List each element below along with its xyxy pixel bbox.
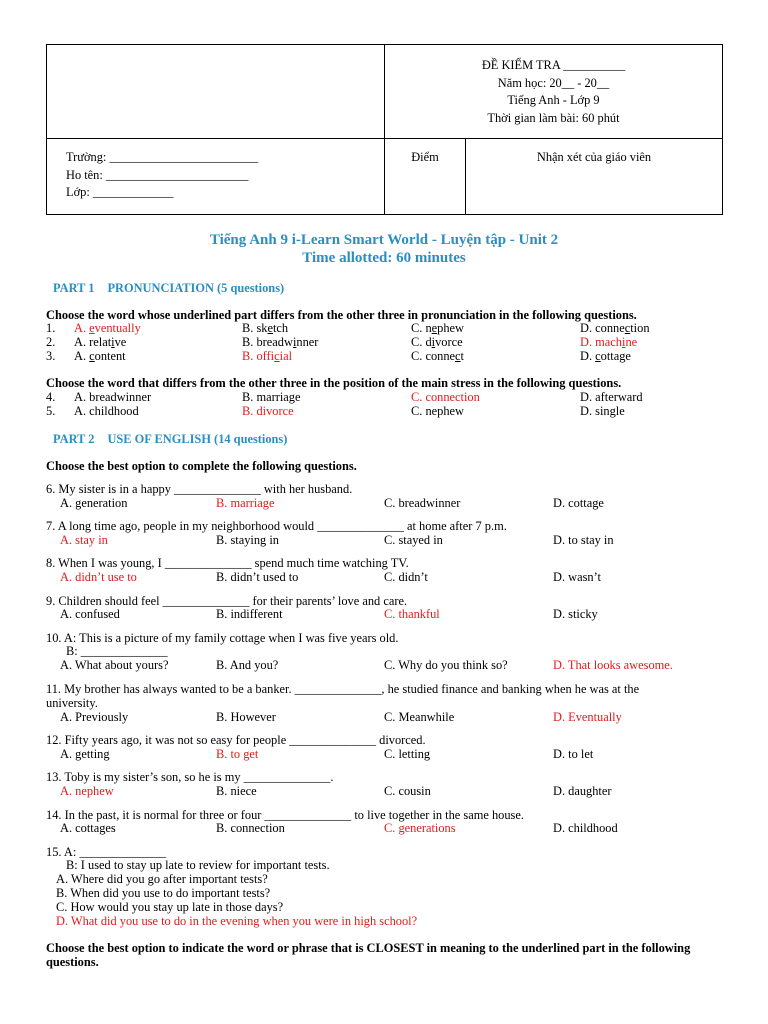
dialogue-b: B: I used to stay up late to review for important tests. bbox=[66, 858, 330, 872]
question-10 bbox=[46, 631, 726, 672]
option-a: A. childhood bbox=[74, 404, 139, 418]
exam-info-cell bbox=[385, 45, 723, 139]
question-stem: 7. A long time ago, people in my neighborhood would ______________ at home after 7 p.m. bbox=[46, 519, 507, 533]
question-number: 2. bbox=[46, 335, 56, 349]
question-options bbox=[46, 710, 766, 724]
option-c: C. How would you stay up late in those days? bbox=[56, 900, 284, 914]
part2-label: PART 2 bbox=[53, 432, 95, 446]
school-year: Năm học: 20__ - 20__ bbox=[497, 75, 610, 90]
part1-instruction-1: Choose the word whose underlined part differs from the other three in pronunciation in the following questions. bbox=[46, 308, 637, 322]
option-c: C. breadwinner bbox=[384, 496, 461, 510]
option-b: B. indifferent bbox=[216, 607, 283, 621]
option-a: A. content bbox=[74, 349, 126, 363]
question-14 bbox=[46, 808, 726, 835]
option-d: D. afterward bbox=[580, 390, 643, 404]
dialogue-b: B: ______________ bbox=[66, 644, 168, 658]
question-stem: 12. Fifty years ago, it was not so easy for people ______________ divorced. bbox=[46, 733, 426, 747]
option-a: A. nephew bbox=[60, 784, 114, 798]
question-4 bbox=[46, 390, 746, 404]
option-b: B. marriage bbox=[216, 496, 275, 510]
part2-name: USE OF ENGLISH (14 questions) bbox=[107, 432, 288, 446]
option-b: B. niece bbox=[216, 784, 257, 798]
option-c: C. generations bbox=[384, 821, 456, 835]
option-b: B. marriage bbox=[242, 390, 301, 404]
option-d: D. single bbox=[580, 404, 625, 418]
option-d: D. to stay in bbox=[553, 533, 614, 547]
question-stem: 8. When I was young, I ______________ spend much time watching TV. bbox=[46, 556, 409, 570]
question-stem: 6. My sister is in a happy ______________ with her husband. bbox=[46, 482, 353, 496]
option-a: A. Previously bbox=[60, 710, 129, 724]
blank-cell bbox=[47, 45, 385, 139]
question-6 bbox=[46, 482, 726, 510]
question-number: 5. bbox=[46, 404, 56, 418]
question-13 bbox=[46, 770, 726, 798]
option-d: D. Eventually bbox=[553, 710, 622, 724]
option-b: B. divorce bbox=[242, 404, 294, 418]
option-a: A. confused bbox=[60, 607, 120, 621]
page-title: Tiếng Anh 9 i-Learn Smart World - Luyện tập - Unit 2 bbox=[209, 232, 559, 248]
option-a: A. generation bbox=[60, 496, 128, 510]
option-c: C. connection bbox=[411, 390, 480, 404]
question-1 bbox=[46, 321, 746, 335]
score-label: Điểm bbox=[411, 150, 439, 164]
option-a: A. breadwinner bbox=[74, 390, 152, 404]
question-7 bbox=[46, 519, 726, 547]
option-b: B. However bbox=[216, 710, 276, 724]
option-c: C. divorce bbox=[411, 335, 463, 349]
question-options bbox=[46, 658, 766, 672]
question-stem: 10. A: This is a picture of my family cottage when I was five years old. bbox=[46, 631, 399, 645]
option-b: B. When did you use to do important tests? bbox=[56, 886, 271, 900]
option-a: A. getting bbox=[60, 747, 110, 761]
option-d: D. to let bbox=[553, 747, 594, 761]
part1-name: PRONUNCIATION (5 questions) bbox=[107, 281, 285, 295]
question-stem: 14. In the past, it is normal for three or four ______________ to live together in the same house. bbox=[46, 808, 524, 822]
option-c: C. stayed in bbox=[384, 533, 443, 547]
option-d: D. That looks awesome. bbox=[553, 658, 673, 672]
school-field: Trường: ________________________ bbox=[66, 150, 259, 164]
instruction-line-2: questions. bbox=[46, 955, 99, 969]
dialogue-a: 15. A: ______________ bbox=[46, 845, 167, 859]
option-a: A. didn’t use to bbox=[60, 570, 137, 584]
question-stem: 9. Children should feel ______________ for their parents’ love and care. bbox=[46, 594, 408, 608]
question-options bbox=[46, 821, 766, 835]
option-a: A. Where did you go after important tests? bbox=[56, 872, 268, 886]
option-a: A. What about yours? bbox=[60, 658, 169, 672]
option-d: D. childhood bbox=[553, 821, 618, 835]
question-options bbox=[46, 533, 766, 547]
option-a: A. eventually bbox=[74, 321, 141, 335]
part1-label: PART 1 bbox=[53, 281, 95, 295]
question-3 bbox=[46, 349, 746, 363]
question-options bbox=[46, 570, 766, 584]
teacher-comment-label: Nhận xét của giáo viên bbox=[536, 150, 652, 164]
option-b: B. And you? bbox=[216, 658, 279, 672]
question-stem-cont: university. bbox=[46, 696, 98, 710]
option-a: A. stay in bbox=[60, 533, 108, 547]
score-cell bbox=[385, 139, 466, 215]
student-info-cell bbox=[47, 139, 385, 215]
teacher-comment-cell bbox=[466, 139, 723, 215]
option-c: C. didn’t bbox=[384, 570, 428, 584]
option-c: C. Meanwhile bbox=[384, 710, 455, 724]
part2-instruction-1: Choose the best option to complete the following questions. bbox=[46, 459, 357, 473]
question-9 bbox=[46, 594, 726, 621]
subject: Tiếng Anh - Lớp 9 bbox=[507, 93, 600, 107]
option-d: D. sticky bbox=[553, 607, 598, 621]
part2-heading bbox=[53, 432, 287, 447]
question-options bbox=[46, 784, 766, 798]
question-stem: 13. Toby is my sister’s son, so he is my ______________. bbox=[46, 770, 334, 784]
question-options bbox=[46, 747, 766, 761]
question-options bbox=[46, 496, 766, 510]
question-8 bbox=[46, 556, 726, 584]
option-c: C. connect bbox=[411, 349, 464, 363]
option-d: D. What did you use to do in the evening when you were in high school? bbox=[56, 914, 418, 928]
option-a: A. cottages bbox=[60, 821, 116, 835]
option-d: D. wasn’t bbox=[553, 570, 601, 584]
name-field: Ho tên: _______________________ bbox=[66, 167, 249, 182]
option-c: C. cousin bbox=[384, 784, 431, 798]
exam-title: ĐỀ KIỂM TRA __________ bbox=[481, 58, 626, 72]
duration: Thời gian làm bài: 60 phút bbox=[487, 110, 620, 125]
option-d: D. cottage bbox=[580, 349, 631, 363]
question-number: 3. bbox=[46, 349, 56, 363]
class-field: Lớp: _____________ bbox=[66, 185, 174, 199]
question-number: 1. bbox=[46, 321, 56, 335]
option-a: A. relative bbox=[74, 335, 127, 349]
part2-instruction-2 bbox=[46, 941, 726, 969]
option-d: D. cottage bbox=[553, 496, 604, 510]
option-b: B. breadwinner bbox=[242, 335, 319, 349]
option-b: B. sketch bbox=[242, 321, 289, 335]
question-stem: 11. My brother has always wanted to be a banker. ______________, he studied finance and banking when he was at the bbox=[46, 682, 640, 696]
exam-header-table bbox=[46, 44, 723, 215]
option-c: C. Why do you think so? bbox=[384, 658, 508, 672]
part1-heading bbox=[53, 281, 284, 296]
option-d: D. machine bbox=[580, 335, 638, 349]
option-c: C. nephew bbox=[411, 321, 464, 335]
option-c: C. nephew bbox=[411, 404, 464, 418]
page-subtitle: Time allotted: 60 minutes bbox=[302, 250, 466, 266]
option-b: B. official bbox=[242, 349, 293, 363]
option-c: C. letting bbox=[384, 747, 431, 761]
option-b: B. connection bbox=[216, 821, 285, 835]
option-b: B. staying in bbox=[216, 533, 279, 547]
question-5 bbox=[46, 404, 746, 418]
option-b: B. to get bbox=[216, 747, 259, 761]
part1-instruction-2: Choose the word that differs from the other three in the position of the main stress in the following questions. bbox=[46, 376, 622, 390]
option-d: D. connection bbox=[580, 321, 650, 335]
option-b: B. didn’t used to bbox=[216, 570, 299, 584]
option-d: D. daughter bbox=[553, 784, 612, 798]
option-c: C. thankful bbox=[384, 607, 440, 621]
question-number: 4. bbox=[46, 390, 56, 404]
question-options bbox=[46, 607, 766, 621]
question-2 bbox=[46, 335, 746, 349]
question-12 bbox=[46, 733, 726, 761]
instruction-line-1: Choose the best option to indicate the word or phrase that is CLOSEST in meaning to the underlined part in the following bbox=[46, 941, 691, 955]
